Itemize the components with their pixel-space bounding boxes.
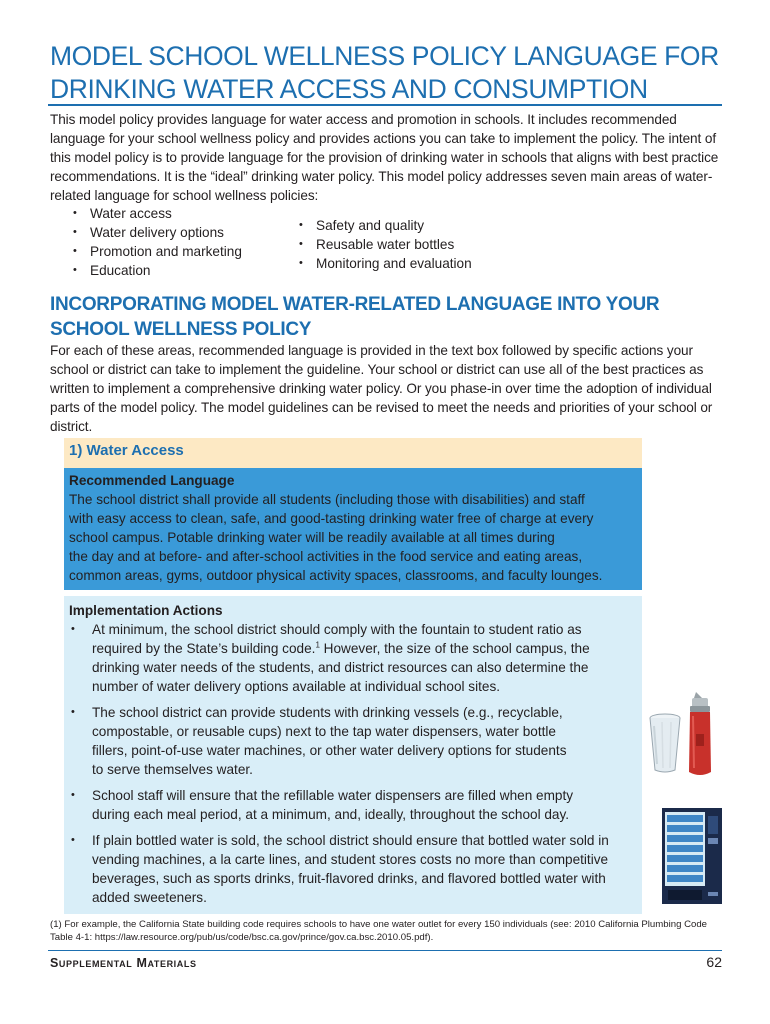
policy-area-item: • Promotion and marketing <box>70 242 290 261</box>
recommended-line: school campus. Potable drinking water will be readily available at all times during <box>69 530 555 545</box>
policy-area-item: • Water access <box>70 204 290 223</box>
page-number: 62 <box>706 954 722 970</box>
implementation-actions-list <box>69 620 637 907</box>
recommended-language-panel <box>64 468 642 590</box>
page-title-line1: MODEL SCHOOL WELLNESS POLICY LANGUAGE FOR <box>50 41 719 71</box>
footer-divider <box>48 950 722 951</box>
implementation-actions-label: Implementation Actions <box>69 603 223 618</box>
footnote-marker: 1 <box>315 640 320 650</box>
water-access-box <box>64 438 642 914</box>
page-title <box>50 40 730 106</box>
policy-areas-right <box>296 216 536 273</box>
action-text: However, the size of the school campus, the drinking water needs of the students, and district resources can also determine the number of water delivery options available at individual school sites. <box>92 641 590 694</box>
footer-label: Supplemental Materials <box>50 956 197 970</box>
policy-area-item: • Monitoring and evaluation <box>296 254 536 273</box>
section-heading <box>50 292 730 342</box>
recommended-language-label: Recommended Language <box>69 473 235 488</box>
action-text: At minimum, the school district should comply with the fountain to student ratio as required by the State’s building code. <box>92 622 582 656</box>
intro-paragraph: This model policy provides language for water access and promotion in schools. It includes recommended language for your school wellness policy and provides actions you can take to implement the policy. The intent of this model policy is to provide language for the provision of drinking water in schools that aligns with best practice recommendations. It is the “ideal” drinking water policy. This model policy addresses seven main areas of water-related language for school wellness policies: <box>50 112 719 203</box>
recommended-line: The school district shall provide all students (including those with disabilities) and staff <box>69 492 585 507</box>
policy-area-item: • Water delivery options <box>70 223 290 242</box>
water-bottle-icon <box>684 690 716 778</box>
policy-areas-left <box>70 204 290 280</box>
title-divider <box>48 104 722 106</box>
section-heading-line1: INCORPORATING MODEL WATER-RELATED LANGUAGE INTO YOUR <box>50 294 660 315</box>
implementation-actions-panel <box>64 596 642 914</box>
recommended-line: with easy access to clean, safe, and good-tasting drinking water free of charge at every <box>69 511 594 526</box>
implementation-action-item: • School staff will ensure that the refillable water dispensers are filled when empty during each meal period, at a minimum, and, ideally, throughout the school day. <box>69 786 589 824</box>
implementation-action-item: • The school district can provide students with drinking vessels (e.g., recyclable, compostable, or reusable cups) next to the tap water dispensers, water bottle fillers, point-of-use water machines, or other water delivery options for students to serve themselves water. <box>69 703 579 779</box>
implementation-action-item <box>69 620 599 696</box>
footnote: (1) For example, the California State building code requires schools to have one water outlet for every 150 individuals (see: 2010 California Plumbing Code Table 4-1: https://law.resource.org/pub/us/code/bsc.ca.gov/prince/gov.ca.bsc.2010.05.pdf). <box>50 919 708 943</box>
vending-machine-icon <box>662 808 722 904</box>
policy-area-item: • Safety and quality <box>296 216 536 235</box>
policy-area-item: • Reusable water bottles <box>296 235 536 254</box>
recommended-line: common areas, gyms, outdoor physical activity spaces, classrooms, and faculty lounges. <box>69 568 603 583</box>
section-paragraph: For each of these areas, recommended language is provided in the text box followed by specific actions your school or district can take to implement the guideline. Your school or district can use all of the best practices as written to implement a comprehensive drinking water policy. Or you phase-in over time the adoption of individual parts of the model policy. The model guidelines can be revised to meet the needs and priorities of your school or district. <box>50 343 713 434</box>
recommended-line: the day and at before- and after-school activities in the food service and eating areas, <box>69 549 583 564</box>
box-heading: 1) Water Access <box>64 438 642 468</box>
page-title-line2: DRINKING WATER ACCESS AND CONSUMPTION <box>50 74 648 104</box>
section-heading-line2: SCHOOL WELLNESS POLICY <box>50 319 312 340</box>
policy-area-item: • Education <box>70 261 290 280</box>
plastic-cup-icon <box>648 712 682 774</box>
implementation-action-item: • If plain bottled water is sold, the school district should ensure that bottled water sold in vending machines, a la carte lines, and student stores costs no more than competitive beverages, such as sports drinks, fruit-flavored drinks, and flavored bottled water with added sweeteners. <box>69 831 637 907</box>
